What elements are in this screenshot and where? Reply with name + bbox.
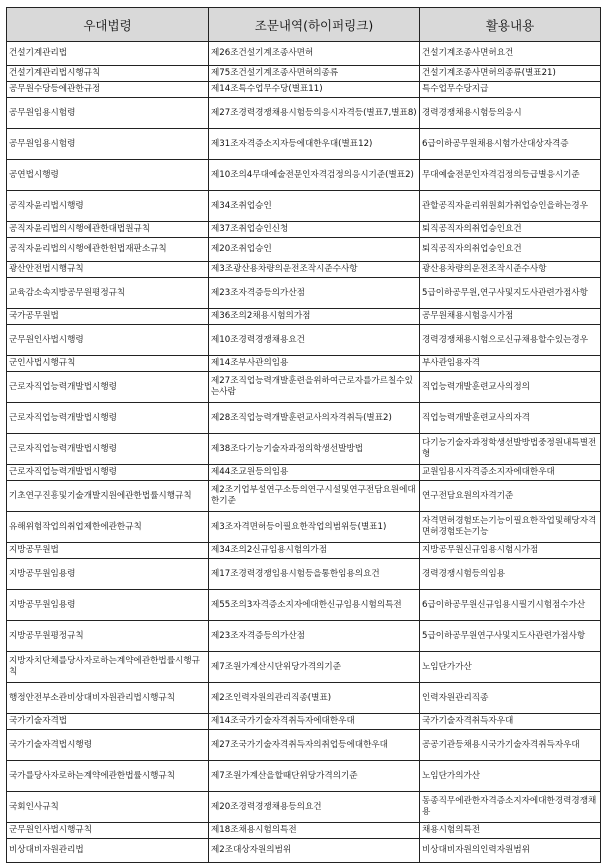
article-link-cell[interactable]: 제18조채용시험의특전	[209, 823, 420, 839]
law-cell: 공무원수당등에관한규정	[7, 82, 209, 98]
law-cell: 국가기술자격법시행령	[7, 730, 209, 761]
article-link-cell[interactable]: 제2조대상자원의범위	[209, 839, 420, 863]
article-link-cell[interactable]: 제7조원가계산을할때단위당가격의기준	[209, 761, 420, 792]
article-link-cell[interactable]: 제2조기업부설연구소등의연구시설및연구전담요원에대한기준	[209, 481, 420, 512]
law-cell: 국가기술자격법	[7, 714, 209, 730]
table-row	[7, 191, 601, 222]
law-cell: 국가공무원법	[7, 309, 209, 325]
article-link-cell[interactable]: 제31조자격증소지자등에대한우대(별표12)	[209, 129, 420, 160]
article-link-cell[interactable]: 제7조원가계산시단위당가격의기준	[209, 652, 420, 683]
article-link-cell[interactable]: 제10조의4무대예술전문인자격검정의응시기준(별표2)	[209, 160, 420, 191]
table-row	[7, 372, 601, 403]
usage-cell: 특수업무수당지급	[420, 82, 601, 98]
article-link-cell[interactable]: 제37조취업승인신청	[209, 222, 420, 238]
table-row	[7, 356, 601, 372]
usage-cell: 직업능력개발훈련교사의정의	[420, 372, 601, 403]
law-cell: 근로자직업능력개발법시행령	[7, 372, 209, 403]
article-link-cell[interactable]: 제23조자격증등의가산점	[209, 278, 420, 309]
usage-cell: 6급이하공무원신규임용시필기시험점수가산	[420, 590, 601, 621]
law-cell: 공직자윤리법시행령	[7, 191, 209, 222]
table-row	[7, 761, 601, 792]
table-row	[7, 66, 601, 82]
law-cell: 지방공무원평정규칙	[7, 621, 209, 652]
article-link-cell[interactable]: 제27조경력경쟁채용시험등의응시자격등(별표7,별표8)	[209, 98, 420, 129]
usage-cell: 건설기계조종사면허요건	[420, 42, 601, 66]
header-law: 우대법령	[7, 8, 209, 42]
usage-cell: 지방공무원신규임용시험시가점	[420, 543, 601, 559]
article-link-cell[interactable]: 제28조직업능력개발훈련교사의자격취득(별표2)	[209, 403, 420, 434]
table-row	[7, 403, 601, 434]
usage-cell: 공공기관등채용시국가기술자격취득자우대	[420, 730, 601, 761]
law-cell: 유해위험작업의취업제한에관한규칙	[7, 512, 209, 543]
law-cell: 비상대비자원관리법	[7, 839, 209, 863]
usage-cell: 경력경쟁채용시험등의응시	[420, 98, 601, 129]
table-row	[7, 325, 601, 356]
table-row	[7, 839, 601, 863]
table-row	[7, 621, 601, 652]
usage-cell: 채용시험의특전	[420, 823, 601, 839]
table-row	[7, 309, 601, 325]
law-cell: 공무원임용시험령	[7, 98, 209, 129]
law-cell: 지방공무원법	[7, 543, 209, 559]
preferential-law-table	[6, 7, 601, 863]
law-cell: 건설기계관리법시행규칙	[7, 66, 209, 82]
law-cell: 공직자윤리법의시행에관한대법원규칙	[7, 222, 209, 238]
law-cell: 국회인사규칙	[7, 792, 209, 823]
law-cell: 광산안전법시행규칙	[7, 262, 209, 278]
article-link-cell[interactable]: 제27조직업능력개발훈련을위하여근로자를가르칠수있는사람	[209, 372, 420, 403]
article-link-cell[interactable]: 제17조경력경쟁임용시험등을통한임용의요건	[209, 559, 420, 590]
article-link-cell[interactable]: 제23조자격증등의가산점	[209, 621, 420, 652]
law-cell: 공직자윤리법의시행에관한헌법재판소규칙	[7, 238, 209, 262]
article-link-cell[interactable]: 제26조건설기계조종사면허	[209, 42, 420, 66]
table-row	[7, 543, 601, 559]
usage-cell: 노임단가가산	[420, 652, 601, 683]
table-row	[7, 714, 601, 730]
table-row	[7, 129, 601, 160]
table-row	[7, 278, 601, 309]
table-row	[7, 792, 601, 823]
law-cell: 건설기계관리법	[7, 42, 209, 66]
article-link-cell[interactable]: 제20조취업승인	[209, 238, 420, 262]
usage-cell: 퇴직공직자의취업승인요건	[420, 222, 601, 238]
table-row	[7, 559, 601, 590]
table-row	[7, 465, 601, 481]
table-row	[7, 683, 601, 714]
article-link-cell[interactable]: 제14조부사관의임용	[209, 356, 420, 372]
article-link-cell[interactable]: 제10조경력경쟁채용요건	[209, 325, 420, 356]
header-article-link: 조문내역(하이퍼링크)	[209, 8, 420, 42]
usage-cell: 다기능기술자과정학생선발방법중정원내특별전형	[420, 434, 601, 465]
usage-cell: 5급이하공무원,연구사및지도사관련가점사항	[420, 278, 601, 309]
usage-cell: 인력자원관리직종	[420, 683, 601, 714]
usage-cell: 연구전담요원의자격기준	[420, 481, 601, 512]
table-row	[7, 512, 601, 543]
law-cell: 군인사법시행규칙	[7, 356, 209, 372]
table-row	[7, 98, 601, 129]
article-link-cell[interactable]: 제75조건설기계조종사면허의종류	[209, 66, 420, 82]
usage-cell: 5급이하공무원연구사및지도사관련가점사항	[420, 621, 601, 652]
article-link-cell[interactable]: 제3조자격면허등이필요한작업의범위등(별표1)	[209, 512, 420, 543]
table-row	[7, 222, 601, 238]
law-cell: 군무원인사법시행령	[7, 325, 209, 356]
usage-cell: 부사관임용자격	[420, 356, 601, 372]
table-row	[7, 42, 601, 66]
law-cell: 지방공무원임용령	[7, 590, 209, 621]
usage-cell: 노임단가의가산	[420, 761, 601, 792]
article-link-cell[interactable]: 제55조의3자격증소지자에대한신규임용시험의특전	[209, 590, 420, 621]
law-cell: 지방공무원임용령	[7, 559, 209, 590]
table-row	[7, 823, 601, 839]
usage-cell: 경력경쟁채용시험으로신규채용할수있는경우	[420, 325, 601, 356]
usage-cell: 비상대비자원의인력자원범위	[420, 839, 601, 863]
law-cell: 지방자치단체를당사자로하는계약에관한법률시행규칙	[7, 652, 209, 683]
law-cell: 국가를당사자로하는계약에관한법률시행규칙	[7, 761, 209, 792]
article-link-cell[interactable]: 제20조경력경쟁채용등의요건	[209, 792, 420, 823]
table-row	[7, 238, 601, 262]
law-cell: 군무원인사법시행규칙	[7, 823, 209, 839]
law-cell: 기초연구진흥및기술개발지원에관한법률시행규칙	[7, 481, 209, 512]
law-cell: 교육감소속지방공무원평정규칙	[7, 278, 209, 309]
usage-cell: 공무원채용시험응시가점	[420, 309, 601, 325]
article-link-cell[interactable]: 제44조교원등의임용	[209, 465, 420, 481]
article-link-cell[interactable]: 제34조의2신규임용시험의가점	[209, 543, 420, 559]
law-cell: 행정안전부소관비상대비자원관리법시행규칙	[7, 683, 209, 714]
usage-cell: 관할공직자윤리위원회가취업승인을하는경우	[420, 191, 601, 222]
usage-cell: 무대예술전문인자격검정의등급별응시기준	[420, 160, 601, 191]
article-link-cell[interactable]: 제3조광산용차량의운전조작시준수사항	[209, 262, 420, 278]
law-cell: 공무원임용시험령	[7, 129, 209, 160]
article-link-cell[interactable]: 제34조취업승인	[209, 191, 420, 222]
usage-cell: 동종직무에관한자격증소지자에대한경력경쟁채용	[420, 792, 601, 823]
table-row	[7, 434, 601, 465]
law-cell: 근로자직업능력개발법시행령	[7, 465, 209, 481]
usage-cell: 6급이하공무원채용시험가산대상자격증	[420, 129, 601, 160]
table-row	[7, 262, 601, 278]
table-row	[7, 730, 601, 761]
usage-cell: 퇴직공직자의취업승인요건	[420, 238, 601, 262]
article-link-cell[interactable]: 제2조인력자원의관리직종(별표)	[209, 683, 420, 714]
usage-cell: 자격면허경험또는기능이필요한작업및해당자격면허경험또는기능	[420, 512, 601, 543]
usage-cell: 교원임용시자격증소지자에대한우대	[420, 465, 601, 481]
usage-cell: 경력경쟁시험등의임용	[420, 559, 601, 590]
law-cell: 근로자직업능력개발법시행령	[7, 434, 209, 465]
law-cell: 근로자직업능력개발법시행령	[7, 403, 209, 434]
usage-cell: 직업능력개발훈련교사의자격	[420, 403, 601, 434]
article-link-cell[interactable]: 제27조국가기술자격취득자의취업등에대한우대	[209, 730, 420, 761]
article-link-cell[interactable]: 제36조의2채용시험의가점	[209, 309, 420, 325]
table-row	[7, 82, 601, 98]
usage-cell: 국가기술자격취득자우대	[420, 714, 601, 730]
law-cell: 공연법시행령	[7, 160, 209, 191]
table-row	[7, 652, 601, 683]
table-row	[7, 481, 601, 512]
header-usage: 활용내용	[420, 8, 601, 42]
article-link-cell[interactable]: 제14조국가기술자격취득자에대한우대	[209, 714, 420, 730]
article-link-cell[interactable]: 제14조특수업무수당(별표11)	[209, 82, 420, 98]
header-row	[7, 8, 601, 42]
article-link-cell[interactable]: 제38조다기능기술자과정의학생선발방법	[209, 434, 420, 465]
table-row	[7, 160, 601, 191]
usage-cell: 건설기계조종사면허의종류(별표21)	[420, 66, 601, 82]
table-row	[7, 590, 601, 621]
usage-cell: 광산용차량의운전조작시준수사항	[420, 262, 601, 278]
